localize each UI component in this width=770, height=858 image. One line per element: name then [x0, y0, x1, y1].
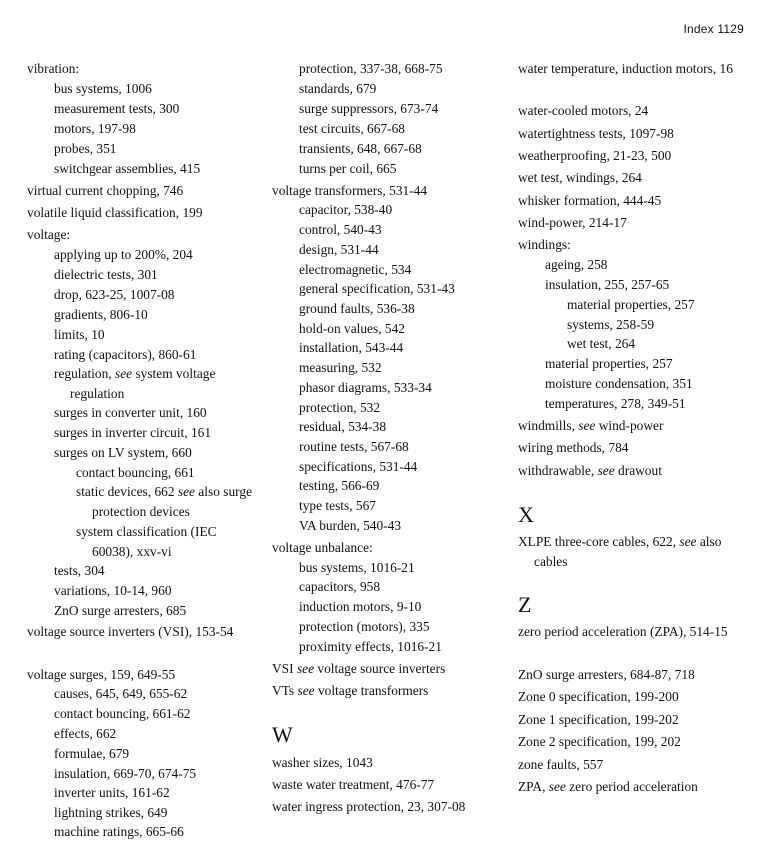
index-subentry — [272, 119, 508, 139]
entry-text: contact bouncing, 661 — [76, 465, 195, 480]
index-subentry — [272, 59, 508, 79]
entry-text: water-cooled motors, 24 — [518, 103, 649, 118]
index-subentry — [272, 240, 508, 260]
entry-text: lightning strikes, 649 — [54, 805, 168, 820]
entry-text: virtual current chopping, 746 — [27, 183, 184, 198]
entry-text: XLPE three-core cables, 622, — [518, 534, 680, 549]
see-target: voltage transformers — [314, 683, 429, 698]
entry-text: induction motors, 9-10 — [299, 599, 422, 614]
entry-text: voltage: — [27, 227, 71, 242]
index-entry — [518, 213, 758, 233]
entry-text: Zone 0 specification, 199-200 — [518, 689, 679, 704]
see-reference: see — [578, 418, 596, 433]
entry-text: switchgear assemblies, 415 — [54, 161, 201, 176]
entry-text: surges on LV system, 660 — [54, 445, 192, 460]
index-subentry — [272, 319, 508, 339]
entry-text: VSI — [272, 661, 297, 676]
index-entry — [518, 235, 758, 255]
entry-text: capacitors, 958 — [299, 579, 381, 594]
see-reference: see — [548, 779, 566, 794]
index-entry — [518, 755, 758, 775]
entry-text: motors, 197-98 — [54, 121, 136, 136]
see-target: voltage source inverters — [314, 661, 446, 676]
entry-text: contact bouncing, 661-62 — [54, 706, 191, 721]
index-entry — [27, 203, 259, 223]
entry-text: waste water treatment, 476-77 — [272, 777, 435, 792]
entry-text: surge suppressors, 673-74 — [299, 101, 439, 116]
entry-text: watertightness tests, 1097-98 — [518, 126, 674, 141]
entry-text: voltage source inverters (VSI), 153-54 — [27, 624, 234, 639]
index-subentry — [27, 764, 259, 784]
index-subentry — [27, 783, 259, 803]
entry-text: causes, 645, 649, 655-62 — [54, 686, 188, 701]
index-entry — [27, 225, 259, 245]
index-subentry — [518, 334, 758, 354]
entry-text: ZnO surge arresters, 685 — [54, 603, 187, 618]
entry-text: temperatures, 278, 349-51 — [545, 396, 686, 411]
entry-text: zero period acceleration (ZPA), 514-15 — [518, 624, 728, 639]
entry-text: formulae, 679 — [54, 746, 130, 761]
index-subentry — [272, 476, 508, 496]
entry-text: type tests, 567 — [299, 498, 376, 513]
section-letter: Z — [518, 592, 532, 617]
entry-text: water temperature, induction motors, 16 — [518, 61, 733, 76]
entry-text: standards, 679 — [299, 81, 377, 96]
entry-text: bus systems, 1006 — [54, 81, 152, 96]
index-subentry — [272, 637, 508, 657]
index-subentry — [272, 437, 508, 457]
index-subentry — [27, 325, 259, 345]
index-subentry — [27, 364, 259, 403]
section-letter: W — [272, 722, 293, 747]
index-entry — [27, 622, 259, 642]
see-reference: see — [679, 534, 697, 549]
index-subentry — [27, 245, 259, 265]
index-subentry — [272, 358, 508, 378]
entry-text: control, 540-43 — [299, 222, 382, 237]
index-entry — [518, 687, 758, 707]
index-entry — [27, 59, 259, 79]
see-target: zero period acceleration — [565, 779, 698, 794]
index-subentry — [27, 159, 259, 179]
index-subentry — [272, 200, 508, 220]
entry-text: regulation, — [54, 366, 115, 381]
entry-text: probes, 351 — [54, 141, 117, 156]
index-subentry — [27, 443, 259, 463]
index-subentry — [518, 374, 758, 394]
index-entry — [272, 181, 508, 201]
see-reference: see — [114, 366, 133, 381]
entry-text: residual, 534-38 — [299, 419, 387, 434]
index-subentry — [27, 463, 259, 483]
index-entry — [518, 461, 758, 481]
index-subentry — [27, 601, 259, 621]
index-subentry — [272, 299, 508, 319]
entry-text: measuring, 532 — [299, 360, 382, 375]
index-subentry — [272, 577, 508, 597]
entry-text: moisture condensation, 351 — [545, 376, 693, 391]
index-subentry — [272, 378, 508, 398]
index-subentry — [518, 315, 758, 335]
entry-text: wet test, 264 — [567, 336, 636, 351]
index-entry — [272, 659, 508, 679]
entry-text: static devices, 662 — [76, 484, 178, 499]
entry-text: routine tests, 567-68 — [299, 439, 409, 454]
index-entry — [272, 681, 508, 701]
entry-text: phasor diagrams, 533-34 — [299, 380, 432, 395]
index-entry — [518, 665, 758, 685]
index-subentry — [27, 744, 259, 764]
entry-text: installation, 543-44 — [299, 340, 404, 355]
entry-text: washer sizes, 1043 — [272, 755, 373, 770]
entry-text: vibration: — [27, 61, 80, 76]
entry-text: test circuits, 667-68 — [299, 121, 405, 136]
index-subentry — [27, 581, 259, 601]
entry-text: surges in inverter circuit, 161 — [54, 425, 212, 440]
index-subentry — [272, 617, 508, 637]
index-entry — [518, 59, 758, 79]
entry-text: whisker formation, 444-45 — [518, 193, 662, 208]
entry-text: Zone 1 specification, 199-202 — [518, 712, 679, 727]
index-entry — [518, 438, 758, 458]
entry-text: turns per coil, 665 — [299, 161, 397, 176]
index-subentry — [272, 159, 508, 179]
index-subentry — [518, 295, 758, 315]
index-subentry — [518, 394, 758, 414]
entry-text: VA burden, 540-43 — [299, 518, 402, 533]
index-subentry — [27, 684, 259, 704]
entry-text: volatile liquid classification, 199 — [27, 205, 203, 220]
index-subentry — [27, 822, 259, 842]
entry-text: effects, 662 — [54, 726, 117, 741]
index-entry — [518, 101, 758, 121]
index-subentry — [27, 724, 259, 744]
see-target: system voltage regulation — [70, 366, 216, 401]
index-subentry — [27, 285, 259, 305]
entry-text: machine ratings, 665-66 — [54, 824, 184, 839]
index-entry — [27, 665, 259, 685]
entry-text: inverter units, 161-62 — [54, 785, 170, 800]
index-entry — [518, 416, 758, 436]
index-subentry — [272, 417, 508, 437]
index-subentry — [272, 496, 508, 516]
entry-text: wet test, windings, 264 — [518, 170, 642, 185]
see-reference: see — [296, 661, 315, 676]
entry-text: general specification, 531-43 — [299, 281, 455, 296]
entry-text: voltage surges, 159, 649-55 — [27, 667, 176, 682]
entry-text: capacitor, 538-40 — [299, 202, 393, 217]
entry-text: protection (motors), 335 — [299, 619, 430, 634]
index-subentry — [518, 255, 758, 275]
entry-text: windings: — [518, 237, 571, 252]
index-subentry — [272, 99, 508, 119]
entry-text: protection, 532 — [299, 400, 381, 415]
entry-text: variations, 10-14, 960 — [54, 583, 172, 598]
entry-text: protection, 337-38, 668-75 — [299, 61, 443, 76]
entry-text: surges in converter unit, 160 — [54, 405, 207, 420]
entry-text: windmills, — [518, 418, 579, 433]
entry-text: ZPA, — [518, 779, 549, 794]
entry-text: tests, 304 — [54, 563, 105, 578]
entry-text: specifications, 531-44 — [299, 459, 418, 474]
index-subentry — [272, 260, 508, 280]
index-subentry — [27, 403, 259, 423]
entry-text: material properties, 257 — [545, 356, 673, 371]
see-target: wind-power — [595, 418, 664, 433]
entry-text: withdrawable, — [518, 463, 598, 478]
entry-text: dielectric tests, 301 — [54, 267, 158, 282]
index-entry — [518, 622, 758, 642]
index-entry — [518, 732, 758, 752]
entry-text: wiring methods, 784 — [518, 440, 629, 455]
entry-text: rating (capacitors), 860-61 — [54, 347, 197, 362]
index-subentry — [27, 99, 259, 119]
index-subentry — [272, 516, 508, 536]
index-entry — [518, 124, 758, 144]
entry-text: system classification (IEC 60038), xxv-vi — [76, 524, 217, 559]
index-entry — [518, 532, 758, 571]
entry-text: wind-power, 214-17 — [518, 215, 627, 230]
entry-text: voltage unbalance: — [272, 540, 373, 555]
index-subentry — [518, 275, 758, 295]
entry-text: ZnO surge arresters, 684-87, 718 — [518, 667, 695, 682]
index-entry — [518, 777, 758, 797]
entry-text: water ingress protection, 23, 307-08 — [272, 799, 466, 814]
index-entry — [518, 146, 758, 166]
see-target: also surge protection devices — [92, 484, 253, 519]
entry-text: ageing, 258 — [545, 257, 608, 272]
index-subentry — [27, 803, 259, 823]
index-subentry — [272, 338, 508, 358]
index-entry — [518, 168, 758, 188]
see-reference: see — [177, 484, 195, 499]
entry-text: zone faults, 557 — [518, 757, 604, 772]
entry-text: hold-on values, 542 — [299, 321, 405, 336]
index-entry — [272, 775, 508, 795]
index-subentry — [27, 561, 259, 581]
entry-text: electromagnetic, 534 — [299, 262, 412, 277]
index-subentry — [27, 345, 259, 365]
index-subentry — [27, 704, 259, 724]
index-subentry — [272, 597, 508, 617]
page-header: Index 1129 — [683, 22, 744, 36]
entry-text: applying up to 200%, 204 — [54, 247, 193, 262]
index-subentry — [272, 558, 508, 578]
entry-text: systems, 258-59 — [567, 317, 655, 332]
index-subentry — [27, 305, 259, 325]
index-subentry — [27, 119, 259, 139]
index-subentry — [272, 457, 508, 477]
entry-text: design, 531-44 — [299, 242, 379, 257]
entry-text: bus systems, 1016-21 — [299, 560, 415, 575]
index-subentry — [27, 482, 259, 521]
index-subentry — [27, 265, 259, 285]
entry-text: limits, 10 — [54, 327, 105, 342]
index-subentry — [27, 423, 259, 443]
entry-text: drop, 623-25, 1007-08 — [54, 287, 175, 302]
index-entry — [518, 710, 758, 730]
entry-text: ground faults, 536-38 — [299, 301, 415, 316]
index-subentry — [272, 398, 508, 418]
index-subentry — [272, 220, 508, 240]
entry-text: weatherproofing, 21-23, 500 — [518, 148, 672, 163]
index-entry — [272, 753, 508, 773]
index-subentry — [27, 139, 259, 159]
see-target: also cables — [534, 534, 722, 569]
index-subentry — [518, 354, 758, 374]
index-subentry — [272, 139, 508, 159]
entry-text: Zone 2 specification, 199, 202 — [518, 734, 681, 749]
index-subentry — [27, 79, 259, 99]
entry-text: proximity effects, 1016-21 — [299, 639, 442, 654]
index-entry — [518, 191, 758, 211]
entry-text: insulation, 669-70, 674-75 — [54, 766, 197, 781]
entry-text: transients, 648, 667-68 — [299, 141, 422, 156]
entry-text: gradients, 806-10 — [54, 307, 148, 322]
see-target: drawout — [614, 463, 662, 478]
index-subentry — [27, 522, 259, 561]
index-entry — [272, 797, 508, 817]
index-subentry — [272, 279, 508, 299]
index-entry — [27, 181, 259, 201]
section-letter: X — [518, 502, 534, 527]
see-reference: see — [297, 683, 315, 698]
entry-text: material properties, 257 — [567, 297, 695, 312]
entry-text: insulation, 255, 257-65 — [545, 277, 670, 292]
entry-text: testing, 566-69 — [299, 478, 380, 493]
index-entry — [272, 538, 508, 558]
entry-text: voltage transformers, 531-44 — [272, 183, 428, 198]
entry-text: measurement tests, 300 — [54, 101, 180, 116]
index-subentry — [272, 79, 508, 99]
entry-text: VTs — [272, 683, 298, 698]
see-reference: see — [597, 463, 615, 478]
